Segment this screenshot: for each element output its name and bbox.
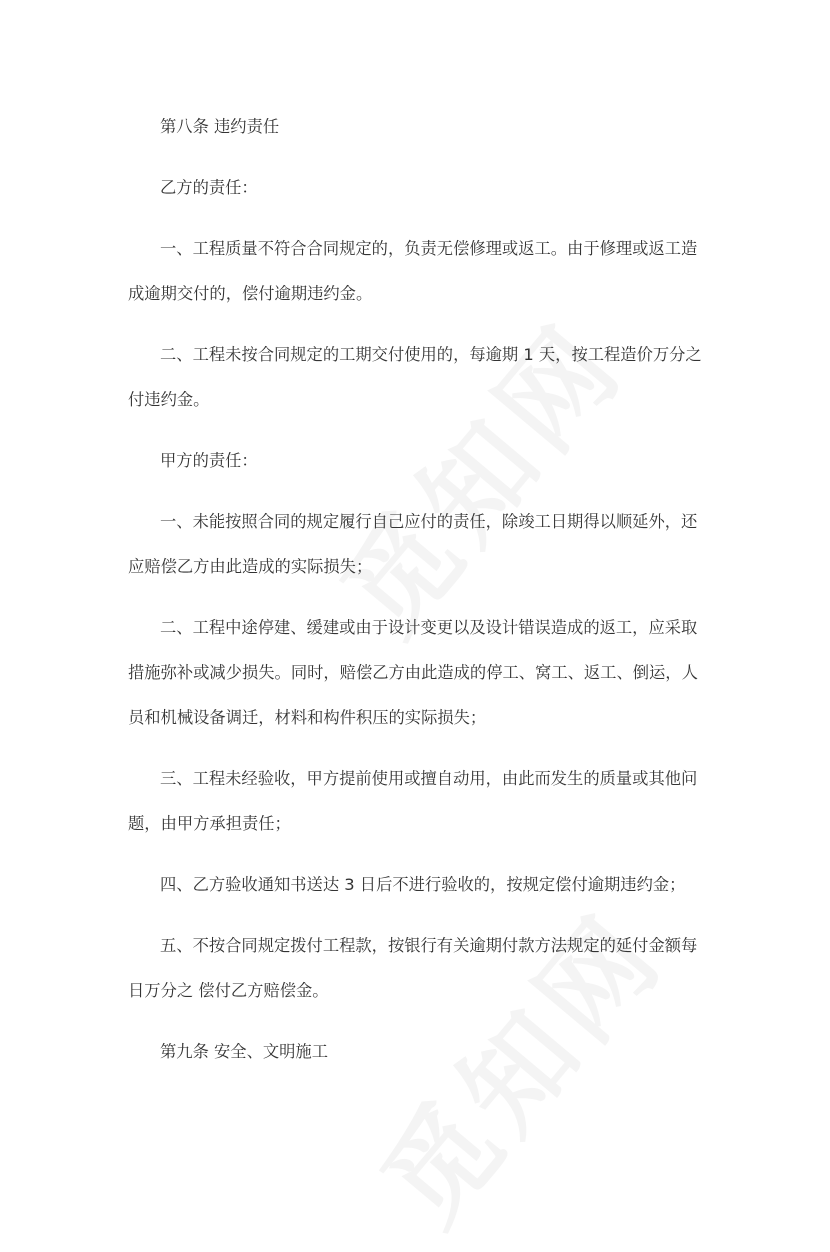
paragraph [128,923,708,1013]
paragraph [128,862,708,907]
text-line: 员和机械设备调迁，材料和构件积压的实际损失； [128,708,487,727]
text-line: 四、乙方验收通知书送达 3 日后不进行验收的，按规定偿付逾期违约金； [160,875,686,894]
text-line: 乙方的责任： [160,178,258,197]
paragraph [128,332,708,422]
document-page [128,104,708,1090]
text-line: 一、工程质量不符合合同规定的，负责无偿修理或返工。由于修理或返工造 [160,239,698,258]
text-line: 措施弥补或减少损失。同时，赔偿乙方由此造成的停工、窝工、返工、倒运，人 [128,663,698,682]
paragraph [128,605,708,740]
paragraph [128,438,708,483]
paragraph [128,1029,708,1074]
text-line: 五、不按合同规定拨付工程款，按银行有关逾期付款方法规定的延付金额每 [160,936,698,955]
text-line: 三、工程未经验收，甲方提前使用或擅自动用，由此而发生的质量或其他问 [160,769,698,788]
text-line: 成逾期交付的，偿付逾期违约金。 [128,284,373,303]
text-line: 题，由甲方承担责任； [128,814,291,833]
text-line: 应赔偿乙方由此造成的实际损失； [128,557,373,576]
text-line: 第八条 违约责任 [160,117,280,136]
paragraph [128,226,708,316]
text-line: 第九条 安全、文明施工 [160,1042,328,1061]
paragraph [128,104,708,149]
text-line: 二、工程中途停建、缓建或由于设计变更以及设计错误造成的返工，应采取 [160,618,698,637]
text-line: 付违约金。 [128,390,210,409]
text-line: 甲方的责任： [160,451,258,470]
text-line: 日万分之 偿付乙方赔偿金。 [128,981,329,1000]
paragraph [128,756,708,846]
text-line: 一、未能按照合同的规定履行自己应付的责任，除竣工日期得以顺延外，还 [160,512,698,531]
text-line: 二、工程未按合同规定的工期交付使用的，每逾期 1 天，按工程造价万分之 [160,345,702,364]
paragraph [128,165,708,210]
paragraph [128,499,708,589]
